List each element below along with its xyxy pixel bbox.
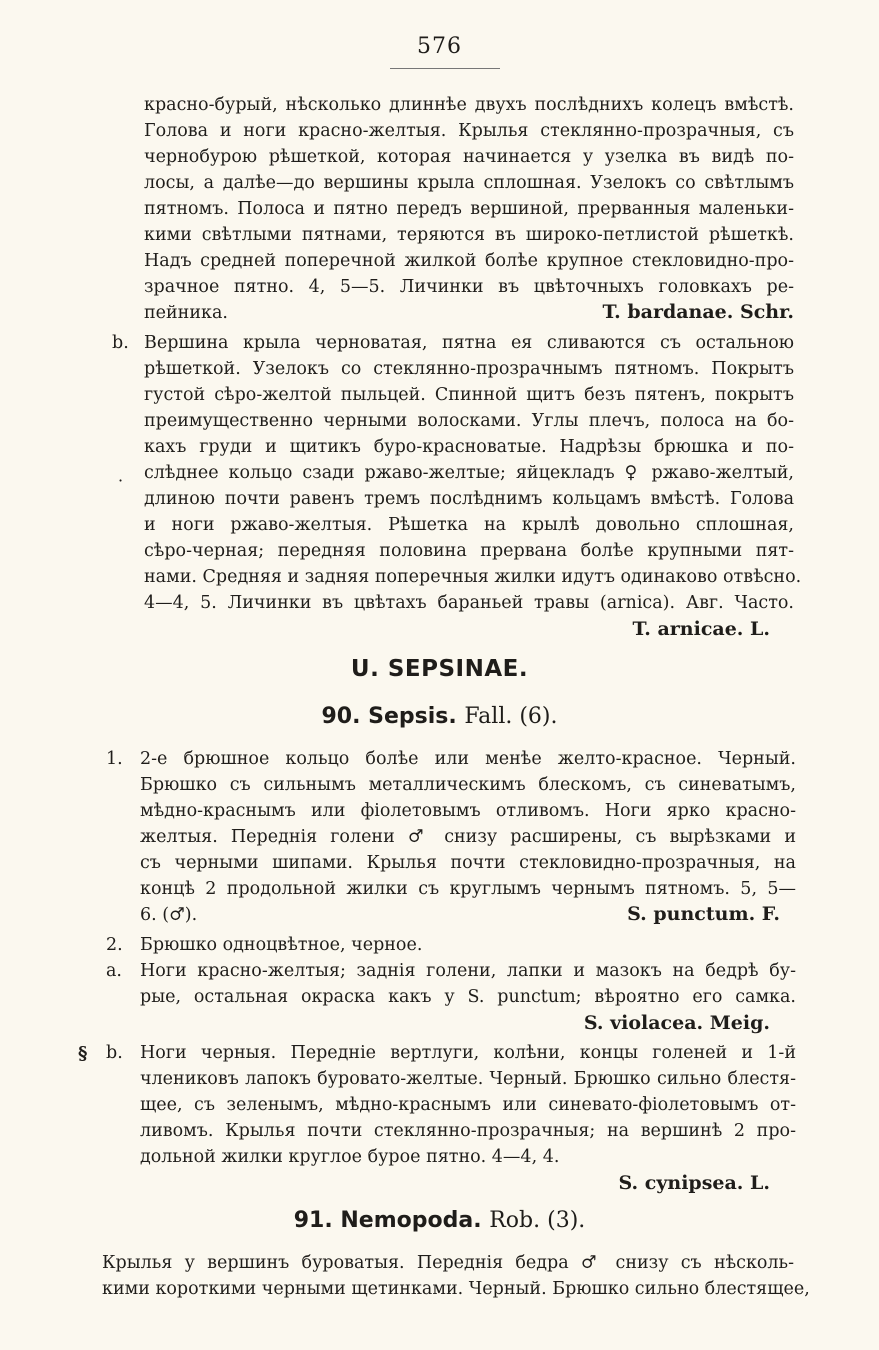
text-line: Брюшко одноцвѣтное, черное. [140,935,423,955]
text-line: съ черными шипами. Крылья почти стекловидно-прозрачныя, на [140,853,796,873]
genus-number: 90. [321,704,361,729]
text-line: кими свѣтлыми пятнами, теряются въ широко-петлистой рѣшеткѣ. [144,225,794,245]
text-line: дольной жилки круглое бурое пятно. 4—4, 4. [140,1147,560,1167]
species-name: S. cynipsea. L. [618,1172,770,1194]
text-line: 2-е брюшное кольцо болѣе или менѣе желто-красное. Черный. [140,749,796,769]
page-number: 576 [417,34,462,59]
text-line: пятномъ. Полоса и пятно передъ вершиной, прерванныя маленьки- [144,199,794,219]
couplet-label: b. [106,1043,123,1063]
genus-number: 91. [293,1208,333,1233]
page-number-rule [390,68,500,69]
text-line: нами. Средняя и задняя поперечныя жилки идутъ одинаково отвѣсно. [144,567,802,587]
genus-name: Nemopoda. [340,1208,482,1233]
text-line: зрачное пятно. 4, 5—5. Личинки въ цвѣточныхъ головкахъ ре- [144,277,794,297]
couplet-label: b. [112,333,129,353]
text-line: слѣднее кольцо сзади ржаво-желтые; яйцекладъ ♀ ржаво-желтый, [144,463,794,483]
species-name: S. punctum. F. [627,903,780,925]
text-line: Голова и ноги красно-желтыя. Крылья стеклянно-прозрачныя, съ [144,121,794,141]
text-line: Брюшко съ сильнымъ металлическимъ блескомъ, съ синеватымъ, [140,775,796,795]
text-line: желтыя. Переднія голени ♂ снизу расширены, съ вырѣзками и [140,827,796,847]
species-name: S. violacea. Meig. [583,1012,770,1034]
couplet-label: a. [106,961,122,981]
text-line: и ноги ржаво-желтыя. Рѣшетка на крылѣ довольно сплошная, [144,515,794,535]
text-line: рые, остальная окраска какъ у S. punctum; вѣроятно его самка. [140,987,796,1007]
genus-author: Rob. (3). [489,1208,586,1233]
text-line: члениковъ лапокъ буровато-желтые. Черный. Брюшко сильно блестя- [140,1069,796,1089]
text-line: густой сѣро-желтой пыльцей. Спинной щитъ безъ пятенъ, покрытъ [144,385,794,405]
text-line: Крылья у вершинъ буроватыя. Переднія бедра ♂ снизу съ нѣсколь- [102,1253,794,1273]
genus-heading-sepsis [0,704,879,729]
text-line: красно-бурый, нѣсколько длиннѣе двухъ послѣднихъ колецъ вмѣстѣ. [144,95,794,115]
species-name: T. bardanae. Schr. [602,301,794,323]
genus-heading-nemopoda [0,1208,879,1233]
genus-name: Sepsis. [368,704,457,729]
text-line: сѣро-черная; передняя половина прервана болѣе крупными пят- [144,541,794,561]
text-line: кахъ груди и щитикъ буро-красноватые. Надрѣзы брюшка и по- [144,437,794,457]
text-line: Надъ средней поперечной жилкой болѣе крупное стекловидно-про- [144,251,794,271]
couplet-label: 2. [106,935,123,955]
text-line: преимущественно черными волосками. Углы плечъ, полоса на бо- [144,411,794,431]
text-line: Вершина крыла черноватая, пятна ея сливаются съ остальною [144,333,794,353]
text-line: кими короткими черными щетинками. Черный. Брюшко сильно блестящее, [102,1279,810,1299]
text-line: Ноги черныя. Передніе вертлуги, колѣни, концы голеней и 1-й [140,1043,796,1063]
margin-dot: · [118,471,124,490]
text-line: мѣдно-краснымъ или фіолетовымъ отливомъ. Ноги ярко красно- [140,801,796,821]
margin-mark: § [78,1043,88,1064]
text-line: 4—4, 5. Личинки въ цвѣтахъ бараньей травы (arnica). Авг. Часто. [144,593,794,613]
text-line: лосы, а далѣе—до вершины крыла сплошная. Узелокъ со свѣтлымъ [144,173,794,193]
text-line: чернобурою рѣшеткой, которая начинается у узелка въ видѣ по- [144,147,794,167]
text-line: ливомъ. Крылья почти стеклянно-прозрачныя; на вершинѣ 2 про- [140,1121,796,1141]
text-line: рѣшеткой. Узелокъ со стеклянно-прозрачнымъ пятномъ. Покрытъ [144,359,794,379]
text-line: Ноги красно-желтыя; заднія голени, лапки и мазокъ на бедрѣ бу- [140,961,796,981]
species-name: T. arnicae. L. [632,618,770,640]
text-line: пейника. [144,303,228,323]
genus-author: Fall. (6). [464,704,558,729]
text-line: щее, съ зеленымъ, мѣдно-краснымъ или синевато-фіолетовымъ от- [140,1095,796,1115]
text-line: 6. (♂). [140,905,198,925]
text-line: концѣ 2 продольной жилки съ круглымъ чернымъ пятномъ. 5, 5— [140,879,796,899]
couplet-label: 1. [106,749,123,769]
subfamily-heading: U. SEPSINAE. [350,656,529,682]
text-line: длиною почти равенъ тремъ послѣднимъ кольцамъ вмѣстѣ. Голова [144,489,794,509]
